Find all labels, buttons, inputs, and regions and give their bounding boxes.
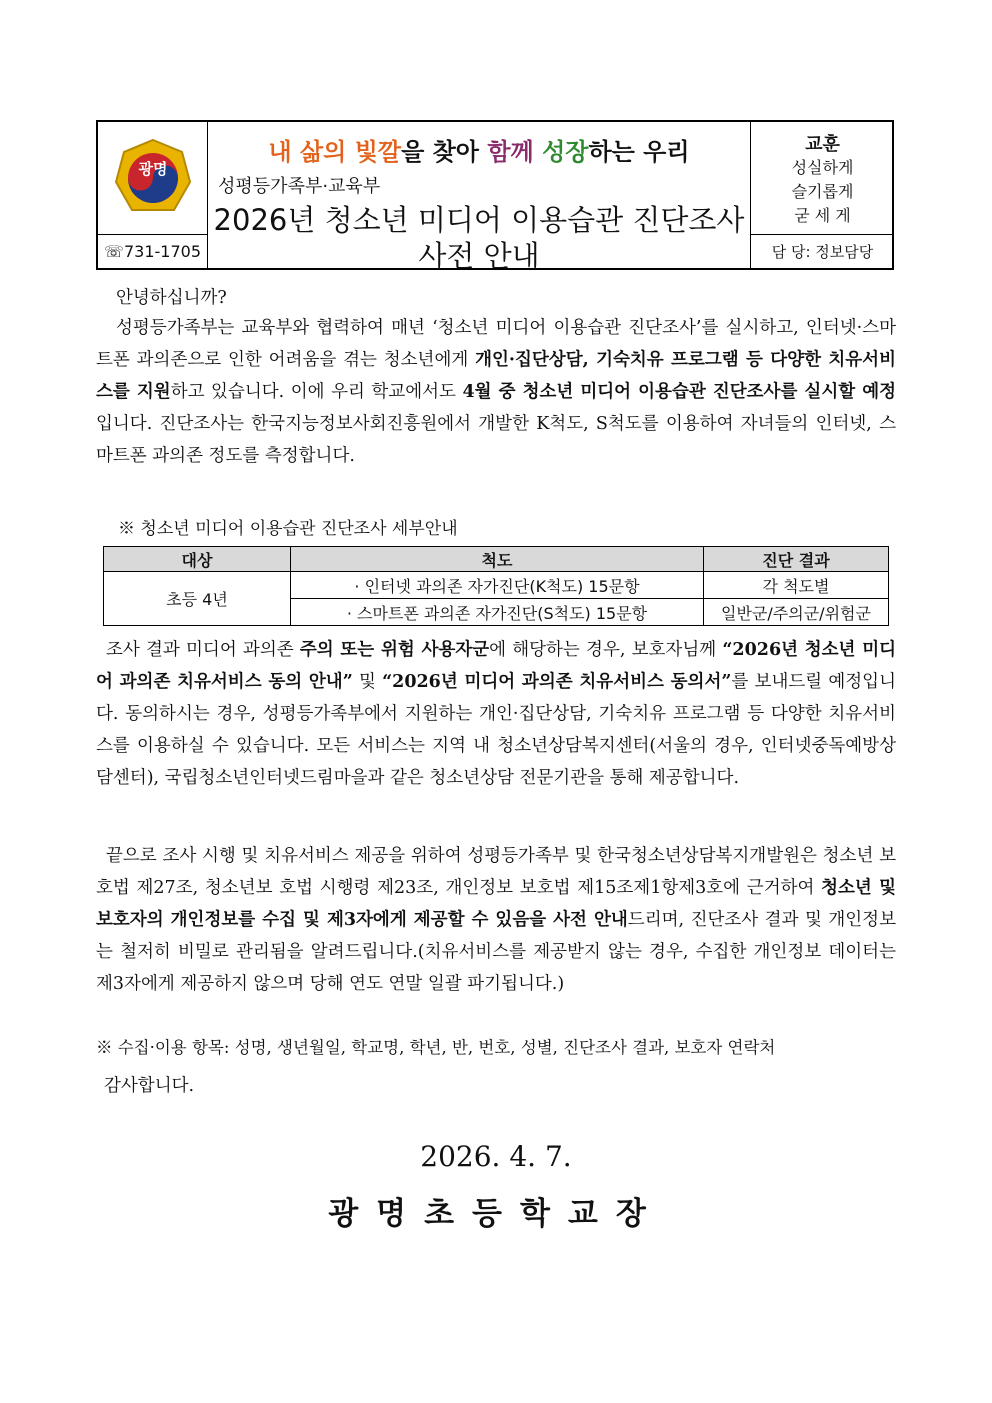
phone-number: ☏731-1705: [98, 234, 208, 270]
table-header: 척도: [291, 547, 704, 572]
table-cell-scale: · 인터넷 과의존 자가진단(K척도) 15문항: [291, 572, 704, 599]
issuing-organization: 성평등가족부·교육부: [218, 176, 381, 197]
table-header: 진단 결과: [704, 547, 889, 572]
slogan-part: 성장: [542, 138, 589, 166]
motto-line: 슬기롭게: [791, 182, 854, 201]
text-run: 성평등가족부는 교육부와 협력하여 매년 ‘청소년 미디어 이용습관 진단조사’를 실시하고, 인터넷·스마트폰 과의존으로 인한 어려움을 겪는 청소년에게: [96, 318, 896, 370]
principal-signature: 광명초등학교장: [328, 1196, 664, 1232]
survey-details-table: [103, 546, 889, 626]
text-run: 끝으로 조사 시행 및 치유서비스 제공을 위하여 성평등가족부 및 한국청소년상담복지개발원은 청소년 보호법 제27조, 청소년보 호법 시행령 제23조, 개인정보 보호법 제15조제1항제3호에 근거하여: [96, 846, 896, 898]
slogan-part: [534, 138, 542, 166]
table-cell-result: 일반군/주의군/위험군: [704, 599, 889, 626]
closing-thanks: 감사합니다.: [104, 1076, 195, 1096]
table-cell-result: 각 척도별: [704, 572, 889, 599]
table-row: [104, 572, 889, 599]
paragraph-privacy: [96, 840, 896, 1000]
school-emblem-icon: [98, 122, 208, 234]
text-run: 하고 있습니다. 이에 우리 학교에서도: [170, 382, 463, 402]
text-run-bold: “2026년 청소년 미디어 과의존 치유서비스 동의 안내”: [96, 640, 897, 692]
text-run-bold: 4월 중 청소년 미디어 이용습관 진단조사를 실시할 예정: [462, 382, 896, 402]
paragraph-result: [96, 634, 896, 794]
text-run-bold: 청소년 및 보호자의 개인정보를 수집 및 제3자에게 제공할 수 있음을 사전 안내: [96, 878, 896, 930]
text-run-bold: “2026년 미디어 과의존 치유서비스 동의서”: [382, 672, 732, 692]
text-run-bold: 주의 또는 위험 사용자군: [299, 640, 490, 660]
header-center: [208, 122, 750, 273]
table-cell-scale: · 스마트폰 과의존 자가진단(S척도) 15문항: [291, 599, 704, 626]
contact-person: 담 당: 정보담당: [750, 234, 894, 270]
slogan-part: 함께: [487, 138, 534, 166]
paragraph-intro: [96, 312, 896, 472]
table-header-row: [104, 547, 889, 572]
collected-items-note: ※ 수집·이용 항목: 성명, 생년월일, 학교명, 학년, 반, 번호, 성별, 진단조사 결과, 보호자 연락처: [96, 1038, 776, 1057]
slogan-part: 내 삶의 빛깔: [268, 138, 402, 166]
text-run-bold: 개인·집단상담, 기숙치유 프로그램 등 다양한 치유서비스를 지원: [96, 350, 896, 402]
logo-text: 광명: [138, 160, 168, 178]
school-motto: [750, 122, 894, 234]
document-title-line1: 2026년 청소년 미디어 이용습관 진단조사: [213, 203, 745, 237]
text-run: 조사 결과 미디어 과의존: [106, 640, 300, 660]
slogan-part: 하는 우리: [588, 138, 690, 166]
text-run: 및: [352, 672, 383, 692]
document-title-line2: 사전 안내: [418, 239, 540, 273]
school-slogan: [208, 132, 750, 167]
text-run: 드리며, 진단조사 결과 및 개인정보는 철저히 비밀로 관리됨을 알려드립니다.(치유서비스를 제공받지 않는 경우, 수집한 개인정보 데이터는 제3자에게 제공하지 않으며 당해 연도 연말 일괄 파기됩니다.): [96, 910, 896, 994]
letterhead: [96, 120, 894, 273]
slogan-part: 을 찾아: [401, 138, 488, 166]
text-run: 를 보내드릴 예정입니다. 동의하시는 경우, 성평등가족부에서 지원하는 개인·집단상담, 기숙치유 프로그램 등 다양한 치유서비스를 이용하실 수 있습니다. 모든 서비스는 지역 내 청소년상담복지센터(서울의 경우, 인터넷중독예방상담센터), 국립청소년인터넷드림마을과 같은 청소년상담 전문기관을 통해 제공합니다.: [96, 672, 896, 788]
table-header: 대상: [104, 547, 291, 572]
motto-line: 성실하게: [791, 158, 854, 177]
table-caption: ※ 청소년 미디어 이용습관 진단조사 세부안내: [118, 519, 458, 539]
motto-line: 굳 세 게: [794, 206, 851, 225]
text-run: 에 해당하는 경우, 보호자님께: [489, 640, 723, 660]
document-date: 2026. 4. 7.: [420, 1140, 572, 1173]
text-run: 입니다. 진단조사는 한국지능정보사회진흥원에서 개발한 K척도, S척도를 이용하여 자녀들의 인터넷, 스마트폰 과의존 정도를 측정합니다.: [96, 414, 896, 466]
table-cell-target: 초등 4년: [104, 572, 291, 626]
motto-heading: 교훈: [805, 134, 840, 155]
school-logo-cell: [98, 122, 208, 234]
greeting: 안녕하십니까?: [116, 288, 227, 308]
